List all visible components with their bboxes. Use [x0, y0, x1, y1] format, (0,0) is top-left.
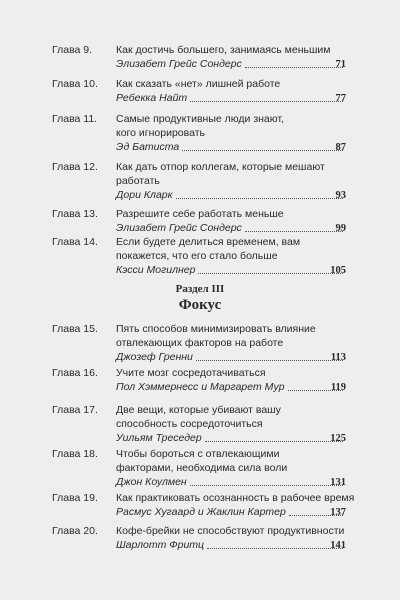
chapter-title: Разрешите себе работать меньше [116, 208, 284, 220]
chapter-author: Пол Хэммернесс и Маргарет Мур [116, 381, 346, 394]
chapter-title: Как практиковать осознанность в рабочее время [116, 492, 355, 504]
dot-leader [190, 484, 343, 486]
chapter-author: Эд Батиста [116, 141, 346, 154]
dot-leader [198, 272, 343, 274]
chapter-number: Глава 13. [52, 208, 98, 220]
chapter-author: Дори Кларк [116, 189, 346, 202]
chapter-author: Элизабет Грейс Сондерс [116, 222, 346, 235]
page-number: 87 [335, 142, 346, 153]
page-number: 105 [330, 265, 346, 276]
dot-leader [182, 149, 343, 151]
chapter-author: Кэсси Могилнер [116, 264, 346, 277]
page-number: 113 [330, 352, 346, 363]
chapter-number: Глава 19. [52, 492, 98, 504]
chapter-number: Глава 10. [52, 78, 98, 90]
chapter-number: Глава 11. [52, 113, 98, 125]
chapter-number: Глава 9. [52, 44, 93, 56]
chapter-title: Как дать отпор коллегам, которые мешают работать [116, 161, 325, 187]
dot-leader [245, 66, 343, 68]
page-number: 93 [335, 190, 346, 201]
chapter-author: Джозеф Гренни [116, 351, 346, 364]
chapter-number: Глава 16. [52, 367, 98, 379]
dot-leader [190, 100, 343, 102]
page-number: 119 [330, 382, 346, 393]
chapter-author: Ребекка Найт [116, 92, 346, 105]
chapter-title: Кофе-брейки не способствуют продуктивности [116, 525, 345, 537]
dot-leader [196, 359, 343, 361]
chapter-title: Если будете делиться временем, вам покажется, что его стало больше [116, 236, 301, 262]
page-number: 125 [330, 433, 346, 444]
chapter-number: Глава 12. [52, 161, 98, 173]
chapter-number: Глава 20. [52, 525, 98, 537]
chapter-author: Шарлотт Фритц [116, 539, 346, 552]
chapter-author: Уильям Треседер [116, 432, 346, 445]
chapter-title: Учите мозг сосредотачиваться [116, 367, 266, 379]
page-number: 77 [335, 93, 346, 104]
section-label: Раздел III [175, 283, 225, 295]
dot-leader [207, 547, 343, 549]
chapter-title: Как сказать «нет» лишней работе [116, 78, 281, 90]
dot-leader [245, 230, 343, 232]
chapter-title: Пять способов минимизировать влияние отвлекающих факторов на работе [116, 323, 316, 349]
chapter-title: Две вещи, которые убивают вашу способность сосредоточиться [116, 404, 281, 430]
page-number: 71 [335, 59, 346, 70]
dot-leader [176, 197, 343, 199]
dot-leader [205, 440, 343, 442]
chapter-number: Глава 18. [52, 448, 98, 460]
chapter-author: Элизабет Грейс Сондерс [116, 58, 346, 71]
page-number: 141 [330, 540, 346, 551]
chapter-author: Джон Коулмен [116, 476, 346, 489]
chapter-title: Как достичь большего, занимаясь меньшим [116, 44, 331, 56]
chapter-title: Чтобы бороться с отвлекающими факторами, необходима сила воли [116, 448, 288, 474]
page-number: 131 [330, 477, 346, 488]
chapter-title: Самые продуктивные люди знают, кого игнорировать [116, 113, 284, 139]
section-title: Фокус [178, 297, 222, 313]
page-number: 99 [335, 223, 346, 234]
chapter-number: Глава 17. [52, 404, 98, 416]
chapter-number: Глава 14. [52, 236, 98, 248]
chapter-author: Расмус Хугаард и Жаклин Картер [116, 506, 346, 519]
chapter-number: Глава 15. [52, 323, 98, 335]
page-number: 137 [330, 507, 346, 518]
